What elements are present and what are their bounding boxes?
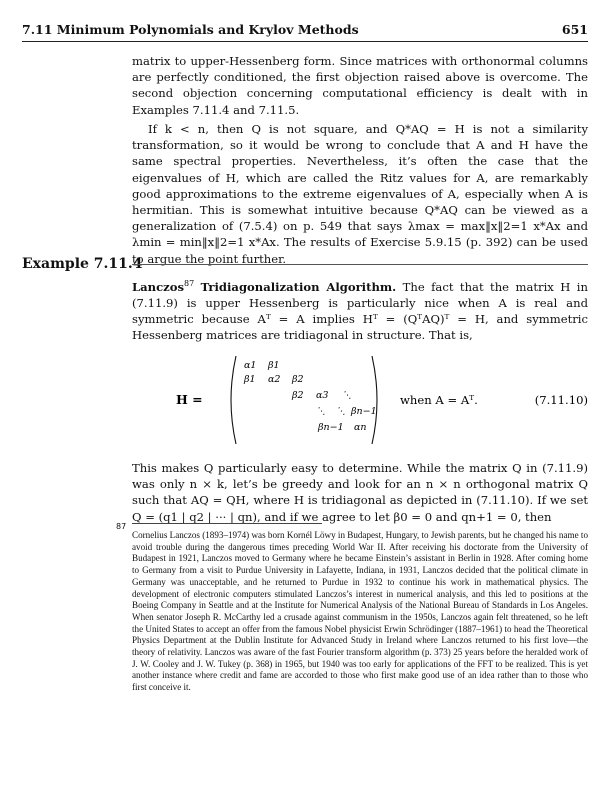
equation-number: (7.11.10) <box>534 393 588 407</box>
matrix-entry: β2 <box>292 390 304 401</box>
paragraph-ritz-values <box>132 121 588 267</box>
header-rule <box>22 41 588 42</box>
right-paren <box>372 356 377 444</box>
tridiagonal-matrix-figure <box>132 352 588 448</box>
matrix-entry: α2 <box>268 374 281 385</box>
equation-lhs: H = <box>176 392 203 407</box>
running-header <box>22 22 588 40</box>
algorithm-title-rest: Tridiagonalization Algorithm. <box>200 279 397 294</box>
paragraph-continuation <box>132 53 588 118</box>
matrix-entry: β1 <box>244 374 256 385</box>
matrix-entry: βn−1 <box>318 422 344 433</box>
footnote-rule <box>132 523 322 524</box>
paragraph-text: If k < n, then Q is not square, and Q*AQ = H is not a similarity transformation, so it would be wrong to conclude that A and H have the same spectral properties. Nevertheless, it’s often the case that the eigenvalues of H, which are called the Ritz values for A, are remarkably good approximations to the extreme eigenvalues of A, especially when A is hermitian. This is somewhat intuitive because Q*AQ can be viewed as a generalization of (7.5.4) on p. 549 that says λmax = max‖x‖2=1 x*Ax and λmin = min‖x‖2=1 x*Ax. The results of Exercise 5.9.15 (p. 392) can be used to argue the point further. <box>132 122 588 266</box>
page-number: 651 <box>561 22 588 37</box>
example-rule <box>132 264 588 265</box>
paragraph-text: This makes Q particularly easy to determine. While the matrix Q in (7.11.9) was only n × k, let’s be greedy and look for an n × n orthogonal matrix Q such that AQ = QH, where H is tridiagonal as depicted in (7.11.10). If we set Q = (q1 | q2 | ··· | qn), and if we agree to let β0 = 0 and qn+1 = 0, then <box>132 461 588 524</box>
matrix-entry: β2 <box>292 374 304 385</box>
matrix-entry: β1 <box>268 360 280 371</box>
footnote: Cornelius Lanczos (1893–1974) was born Kornél Löwy in Budapest, Hungary, to Jewish parents, but he changed his name to avoid trouble during the dangerous times preceding World War II. After receiving his doctorate from the University of Budapest in 1921, Lanczos moved to Germany where he became Einstein’s assistant in Berlin in 1928. After coming home to Germany from a visit to Purdue University in Lafayette, Indiana, in 1931, Lanczos decided that the political climate in Germany was unacceptable, and he returned to Purdue in 1932 to continue his work in mathematical physics. The development of electronic computers stimulated Lanczos’s interest in numerical analysis, and this led to positions at the Boeing Company in Seattle and at the Institute for Numerical Analysis of the National Bureau of Standards in Los Angeles. When senator Joseph R. McCarthy led a crusade against communism in the 1950s, Lanczos again felt threatened, so he left the United States to accept an offer from the famous Nobel physicist Erwin Schrödinger (1887–1961) to head the Theoretical Physics Department at the Dublin Institute for Advanced Study in Ireland where Lanczos returned to his first love—the theory of relativity. Lanczos was aware of the fast Fourier transform algorithm (p. 373) 25 years before the heralded work of J. W. Cooley and J. W. Tukey (p. 368) in 1965, but 1940 was too early for applications of the FFT to be realized. This is yet another instance where credit and fame are accorded to those who first make good use of an idea rather than to those who first conceive it. <box>132 530 588 693</box>
equation-7-11-10 <box>132 352 588 448</box>
equation-condition: when A = Aᵀ. <box>400 393 478 407</box>
matrix-entry: ⋱ <box>342 390 352 401</box>
paragraph-lanczos <box>132 276 588 344</box>
paragraph-orthogonal-matrix <box>132 460 588 525</box>
left-paren <box>231 356 236 444</box>
matrix-entry: ⋱ <box>316 406 326 417</box>
paragraph-text: matrix to upper-Hessenberg form. Since matrices with orthonormal columns are perfectly conditioned, the first objection raised above is overcome. The second objection concerning computational efficiency is dealt with in Examples 7.11.4 and 7.11.5. <box>132 54 588 117</box>
matrix-entry: α3 <box>316 390 329 401</box>
algorithm-title: Lanczos <box>132 279 184 294</box>
matrix-entry: ⋱ <box>336 406 346 417</box>
matrix-entry: α1 <box>244 360 257 371</box>
section-title: 7.11 Minimum Polynomials and Krylov Methods <box>22 22 359 37</box>
footnote-reference: 87 <box>184 279 195 288</box>
example-label: Example 7.11.4 <box>22 256 143 272</box>
matrix-entry: αn <box>354 422 367 433</box>
paragraph-text: The fact that the matrix H in (7.11.9) is upper Hessenberg is particularly nice when A is real and symmetric because Aᵀ = A implies Hᵀ = (QᵀAQ)ᵀ = H, and symmetric Hessenberg matrices are tridiagonal in structure. That is, <box>132 279 588 343</box>
footnote-mark: 87 <box>116 522 127 531</box>
matrix-entry: βn−1 <box>351 406 377 417</box>
